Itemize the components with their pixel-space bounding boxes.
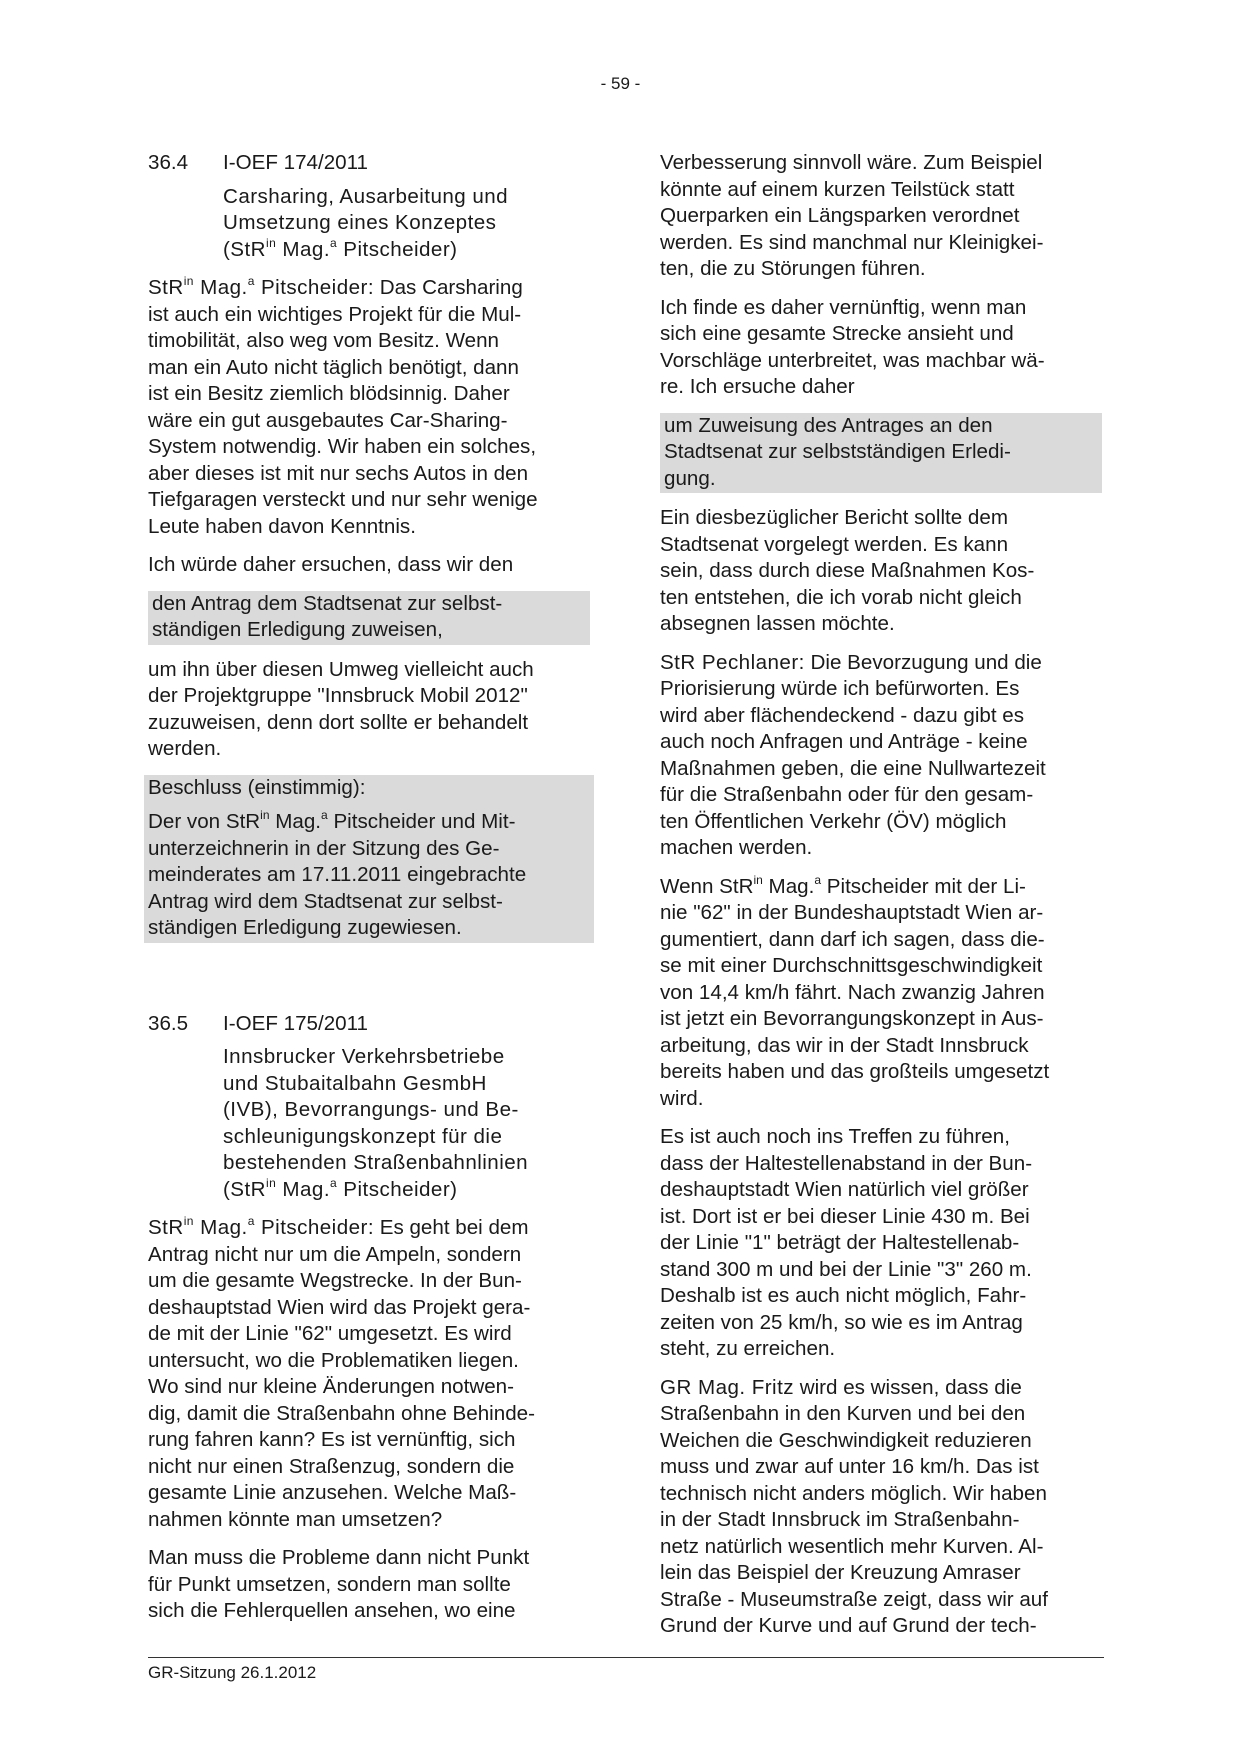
motion-highlight: um Zuweisung des Antrages an den Stadtsenat zur selbstständigen Erledi- gung. (660, 413, 1102, 494)
footer-session-date: GR-Sitzung 26.1.2012 (148, 1663, 317, 1682)
speech-paragraph: Man muss die Probleme dann nicht Punkt für Punkt umsetzen, sondern man sollte sich die Fehlerquellen ansehen, wo eine (148, 1546, 530, 1622)
speaker-name: GR Mag. Fritz (660, 1375, 794, 1399)
speech-paragraph: Ich finde es daher vernünftig, wenn man sich eine gesamte Strecke ansieht und Vorschläge unterbreitet, was machbar wä- re. Ich ersuche daher (660, 295, 1045, 398)
title-author: (StR$^{in}$ Mag.$^a$ Pitscheider) (223, 1175, 458, 1201)
speech-paragraph: Ein diesbezüglicher Bericht sollte dem Stadtsenat vorgelegt werden. Es kann sein, dass durch diese Maßnahmen Kos- ten entstehen, die ich vorab nicht gleich absegnen lassen möchte. (660, 506, 1035, 635)
speech-paragraph: GR Mag. Fritz wird es wissen, dass die Straßenbahn in den Kurven und bei den Weichen die Geschwindigkeit reduzieren muss und zwar auf unter 16 km/h. Das ist technisch nicht anders möglich. Wir haben in der Stadt Innsbruck im Straßenbahn- netz natürlich wesentlich mehr Kurven. Al- lein das Beispiel der Kreuzung Amraser Straße - Museumstraße zeigt, dass wir auf Grund der Kurve und auf Grund der tech- (660, 1375, 1048, 1637)
speech-paragraph: Verbesserung sinnvoll wäre. Zum Beispiel könnte auf einem kurzen Teilstück statt Querparken ein Längsparken verordnet werden. Es sind manchmal nur Kleinigkei- ten, die zu Störungen führen. (660, 151, 1044, 280)
item-reference: I-OEF 175/2011 (223, 1011, 369, 1035)
left-column (148, 150, 590, 1637)
speech-paragraph: StR$^{in}$ Mag.$^a$ Pitscheider: Es geht bei dem Antrag nicht nur um die Ampeln, sondern um die gesamte Wegstrecke. In der Bun- deshauptstad Wien wird das Projekt gera- de mit der Linie "62" umgesetzt. Es wird untersucht, wo die Problematiken liegen. Wo sind nur kleine Änderungen notwen- dig, damit die Straßenbahn ohne Behinde- rung fahren kann? Es ist vernünftig, sich nicht nur einen Straßenzug, sondern die gesamte Linie anzusehen. Welche Maß- nahmen könnte man umsetzen? (148, 1214, 535, 1531)
speech-paragraph: um ihn über diesen Umweg vielleicht auch der Projektgruppe "Innsbruck Mobil 2012" zuzuweisen, denn dort sollte er behandelt werden. (148, 657, 534, 760)
speaker-name: StR$^{in}$ Mag.$^a$ Pitscheider: (148, 274, 374, 299)
title-author: (StR$^{in}$ Mag.$^a$ Pitscheider) (223, 235, 458, 261)
speech-paragraph: Ich würde daher ersuchen, dass wir den (148, 553, 514, 576)
footer-divider (148, 1657, 1104, 1658)
item-number: 36.5 (148, 1011, 189, 1035)
speech-paragraph: StR Pechlaner: Die Bevorzugung und die Priorisierung würde ich befürworten. Es wird aber flächendeckend - dazu gibt es auch noch Anfragen und Anträge - keine Maßnahmen geben, die eine Nullwartezeit für die Straßenbahn oder für den gesam- ten Öffentlichen Verkehr (ÖV) möglich machen werden. (660, 650, 1046, 859)
speech-paragraph: Es ist auch noch ins Treffen zu führen, dass der Haltestellenabstand in der Bun- deshauptstadt Wien natürlich viel größer ist. Dort ist er bei dieser Linie 430 m. Bei der Linie "1" beträgt der Haltestellenab- stand 300 m und bei der Linie "3" 260 m. Deshalb ist es auch nicht möglich, Fahr- zeiten von 25 km/h, so wie es im Antrag steht, zu erreichen. (660, 1125, 1033, 1360)
resolution-block: Beschluss (einstimmig): Der von StR$^{in}$ Mag.$^a$ Pitscheider und Mit- unterzeichnerin in der Sitzung des Ge- meinderates am 17.11.2011 eingebrachte Antrag wird dem Stadtsenat zur selbst- ständigen Erledigung zugewiesen. (144, 775, 594, 943)
title-line: Umsetzung eines Konzeptes (223, 211, 497, 234)
motion-highlight: den Antrag dem Stadtsenat zur selbst- ständigen Erledigung zuweisen, (148, 591, 590, 645)
speech-paragraph: Wenn StR$^{in}$ Mag.$^a$ Pitscheider mit der Li- nie "62" in der Bundeshauptstadt Wien ar- gumentiert, dann darf ich sagen, dass die- se mit einer Durchschnittsgeschwindigkeit von 14,4 km/h fährt. Nach zwanzig Jahren ist jetzt ein Bevorrangungskonzept in Aus- arbeitung, das wir in der Stadt Innsbruck bereits haben und das großteils umgesetzt wird. (660, 872, 1050, 1110)
item-36-4-header (148, 150, 590, 177)
item-36-4-title (223, 184, 590, 264)
speaker-name: StR Pechlaner: (660, 650, 805, 674)
resolution-heading: Beschluss (einstimmig): (148, 775, 366, 799)
item-reference: I-OEF 174/2011 (223, 151, 369, 174)
title-line: Carsharing, Ausarbeitung und (223, 184, 509, 208)
item-number: 36.4 (148, 151, 189, 174)
right-column (660, 150, 1102, 1652)
item-36-5-title: Innsbrucker Verkehrsbetriebe und Stubaitalbahn GesmbH (IVB), Bevorrangungs- und Be- schleunigungskonzept für die bestehenden Straßenbahnlinien (StR$^{in}$ Mag.$^a$ Pitscheider) (223, 1044, 590, 1203)
item-36-5-header (148, 1011, 590, 1038)
speaker-name: StR$^{in}$ Mag.$^a$ Pitscheider: (148, 1214, 374, 1239)
page-number: - 59 - (600, 74, 641, 93)
speech-paragraph: StR$^{in}$ Mag.$^a$ Pitscheider: Das Carsharing ist auch ein wichtiges Projekt für die Mul- timobilität, also weg vom Besitz. Wenn man ein Auto nicht täglich benötigt, dann ist ein Besitz ziemlich blödsinnig. Daher wäre ein gut ausgebautes Car-Sharing- System notwendig. Wir haben ein solches, aber dieses ist mit nur sechs Autos in den Tiefgaragen versteckt und nur sehr wenige Leute haben davon Kenntnis. (148, 274, 538, 538)
